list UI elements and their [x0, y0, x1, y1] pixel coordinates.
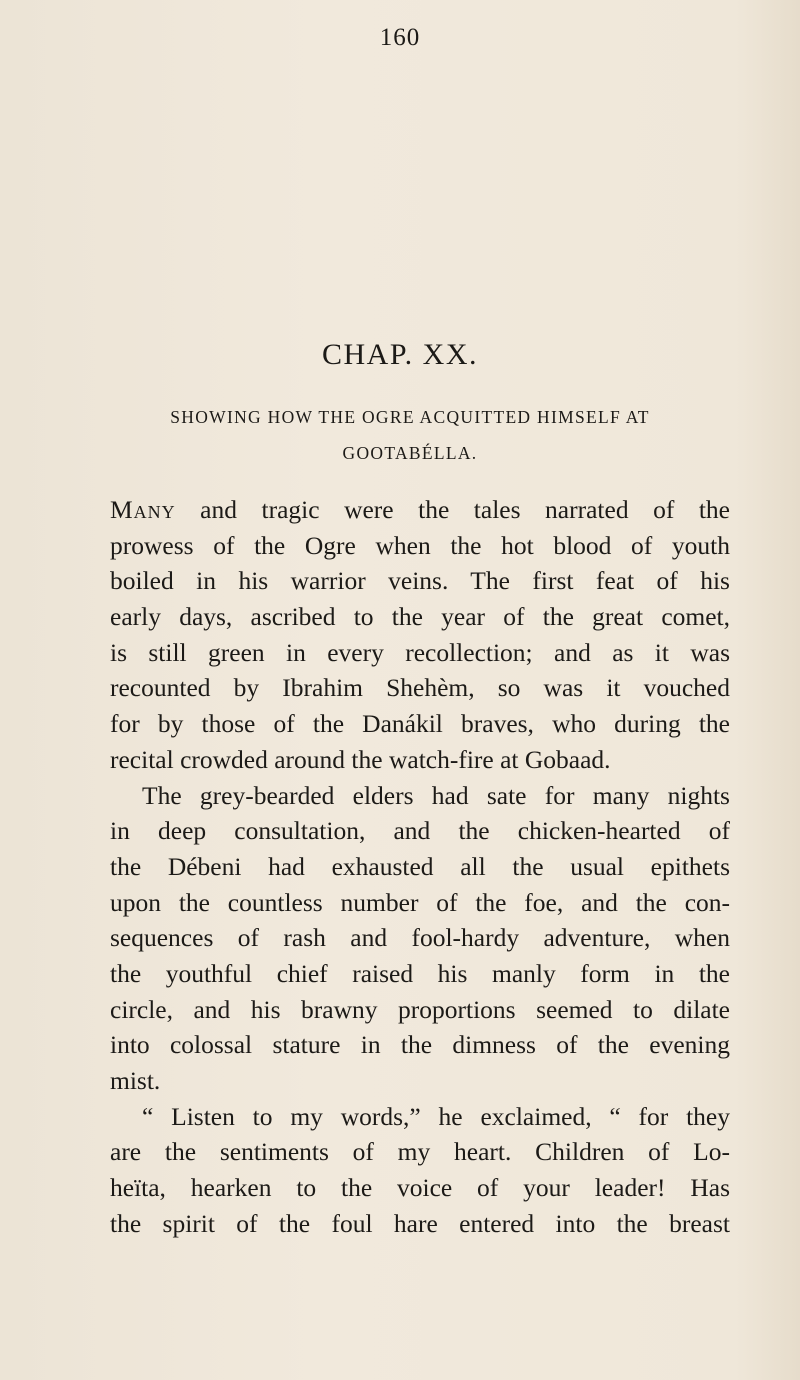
subtitle-line-1: SHOWING HOW THE OGRE ACQUITTED HIMSELF AT: [170, 407, 650, 427]
paragraph-2-line-7: circle, and his brawny proportions seemed to dilate: [110, 994, 730, 1024]
paragraph-2-line-2: in deep consultation, and the chicken-hearted of: [110, 816, 730, 846]
paragraph-1-line-1: [110, 492, 730, 528]
paragraph-1-line-5: is still green in every recollection; and as it was: [110, 637, 730, 667]
body-text: [110, 492, 730, 1241]
paragraph-2-line-9: mist.: [110, 1066, 161, 1095]
paragraph-2-line-1: The grey-bearded elders had sate for many nights: [142, 780, 730, 810]
paragraph-1-line-7: for by those of the Danákil braves, who during the: [110, 709, 730, 739]
chapter-subtitle: [120, 399, 700, 471]
paragraph-2-line-3: the Débeni had exhausted all the usual epithets: [110, 851, 730, 881]
paragraph-3-line-2: are the sentiments of my heart. Children of Lo-: [110, 1137, 730, 1167]
chapter-title: CHAP. XX.: [321, 338, 479, 371]
paragraph-2-line-4: upon the countless number of the foe, and the con-: [110, 887, 730, 917]
paragraph-1-line-6: recounted by Ibrahim Shehèm, so was it vouched: [110, 673, 730, 703]
paragraph-3-line-4: the spirit of the foul hare entered into the breast: [110, 1208, 730, 1238]
paragraph-2-line-6: the youthful chief raised his manly form in the: [110, 958, 730, 988]
paragraph-1-line-2: prowess of the Ogre when the hot blood of youth: [110, 530, 730, 560]
paragraph-1-line-4: early days, ascribed to the year of the great comet,: [110, 602, 730, 632]
page-number: 160: [379, 24, 421, 51]
line-text: and tragic were the tales narrated of the: [175, 495, 730, 524]
subtitle-line-2: GOOTABÉLLA.: [342, 443, 478, 463]
paragraph-3-line-3: heïta, hearken to the voice of your leader! Has: [110, 1173, 730, 1203]
paragraph-1-line-8: recital crowded around the watch-fire at Gobaad.: [110, 744, 611, 774]
paragraph-2-line-8: into colossal stature in the dimness of the evening: [110, 1030, 730, 1060]
drop-word: Many: [110, 495, 176, 524]
paragraph-1-line-3: boiled in his warrior veins. The first feat of his: [110, 566, 730, 596]
paragraph-2-line-5: sequences of rash and fool-hardy adventure, when: [110, 923, 730, 953]
paragraph-3-line-1: “ Listen to my words,” he exclaimed, “ for they: [142, 1101, 730, 1131]
